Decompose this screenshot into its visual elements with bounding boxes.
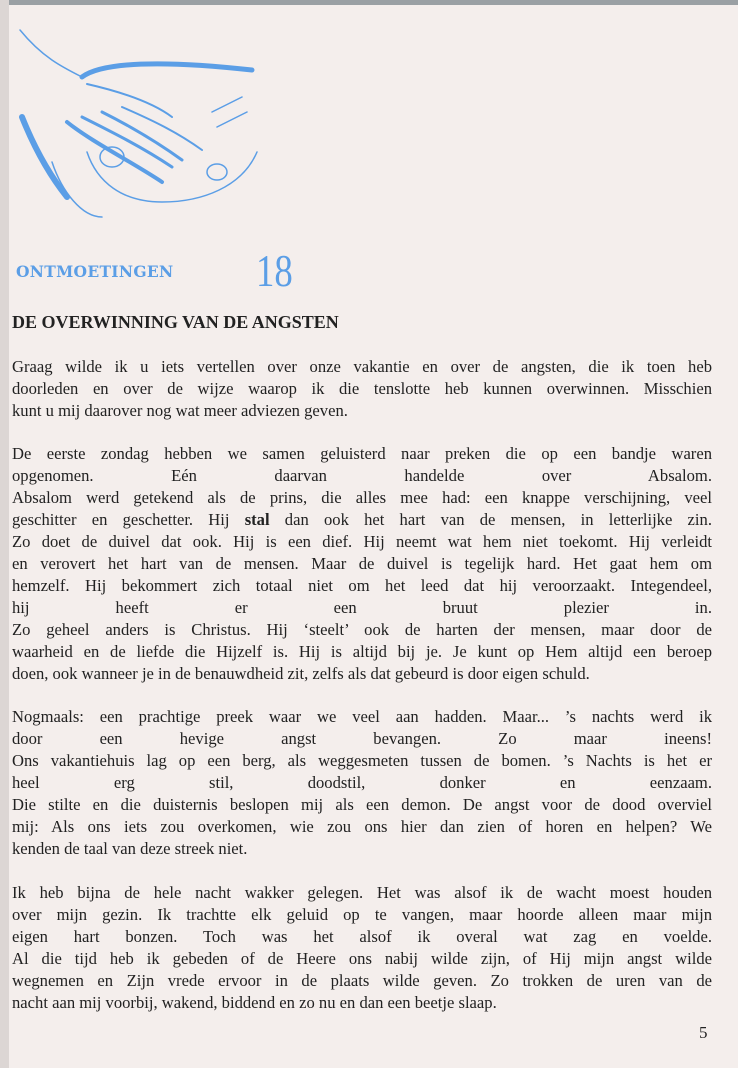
paragraph (12, 882, 712, 1014)
text-line: Absalom werd getekend als de prins, die alles mee had: een knappe verschijning, veel (12, 488, 712, 507)
page-number: 5 (699, 1023, 708, 1042)
text-line: De eerste zondag hebben we samen geluisterd naar preken die op een bandje waren (12, 444, 712, 463)
text-line: over mijn gezin. Ik trachtte elk geluid op te vangen, maar hoorde alleen maar mijn (12, 905, 712, 924)
series-label: ONTMOETINGEN (16, 262, 174, 281)
text-segment: dan ook het hart van de mensen, in letterlijke zin. (269, 510, 712, 529)
text-line: kunt u mij daarover nog wat meer adviezen geven. (12, 401, 348, 420)
scan-left-edge (0, 0, 9, 1068)
text-line: Die stilte en die duisternis beslopen mij als een demon. De angst voor de dood overviel (12, 795, 712, 814)
text-line: waarheid en de liefde die Hijzelf is. Hij is altijd bij je. Je kunt op Hem altijd een beroep (12, 642, 712, 661)
praying-hands-illustration (12, 22, 262, 222)
chapter-number: 18 (256, 245, 293, 296)
text-line: doen, ook wanneer je in de benauwdheid zit, zelfs als dat gebeurd is door eigen schuld. (12, 664, 590, 683)
bold-word: stal (244, 510, 270, 529)
text-line: Ik heb bijna de hele nacht wakker gelegen. Het was alsof ik de wacht moest houden (12, 883, 712, 902)
paragraph (12, 443, 712, 685)
text-line: en verovert het hart van de mensen. Maar de duivel is tegelijk hard. Het gaat hem om (12, 554, 712, 573)
text-line: heel erg stil, doodstil, donker en eenzaam. (12, 773, 712, 792)
text-line (12, 509, 712, 531)
text-line: eigen hart bonzen. Toch was het alsof ik overal wat zag en voelde. (12, 927, 712, 946)
text-line: Al die tijd heb ik gebeden of de Heere ons nabij wilde zijn, of Hij mijn angst wilde (12, 949, 712, 968)
text-line: nacht aan mij voorbij, wakend, biddend en zo nu en dan een beetje slaap. (12, 993, 497, 1012)
text-line: door een hevige angst bevangen. Zo maar ineens! (12, 729, 712, 748)
text-line: doorleden en over de wijze waarop ik die tenslotte heb kunnen overwinnen. Misschien (12, 379, 712, 398)
article-title: DE OVERWINNING VAN DE ANGSTEN (12, 312, 339, 332)
text-line: Nogmaals: een prachtige preek waar we veel aan hadden. Maar... ’s nachts werd ik (12, 707, 712, 726)
paragraph (12, 706, 712, 860)
text-line: hij heeft er een bruut plezier in. (12, 598, 712, 617)
text-line: Ons vakantiehuis lag op een berg, als weggesmeten tussen de bomen. ’s Nachts is het er (12, 751, 712, 770)
scan-top-edge (0, 0, 738, 5)
text-line: Zo geheel anders is Christus. Hij ‘steelt’ ook de harten der mensen, maar door de (12, 620, 712, 639)
text-line: Graag wilde ik u iets vertellen over onze vakantie en over de angsten, die ik toen heb (12, 357, 712, 376)
text-line: wegnemen en Zijn vrede ervoor in de plaats wilde geven. Zo trokken de uren van de (12, 971, 712, 990)
text-line: opgenomen. Eén daarvan handelde over Absalom. (12, 466, 712, 485)
text-line: mij: Als ons iets zou overkomen, wie zou ons hier dan zien of horen en helpen? We (12, 817, 712, 836)
paragraph (12, 356, 712, 422)
text-segment: geschitter en geschetter. Hij (12, 510, 245, 529)
text-line: kenden de taal van deze streek niet. (12, 839, 248, 858)
text-line: Zo doet de duivel dat ook. Hij is een dief. Hij neemt wat hem niet toekomt. Hij verleidt (12, 532, 712, 551)
text-line: hemzelf. Hij bekommert zich totaal niet om het leed dat hij veroorzaakt. Integendeel, (12, 576, 712, 595)
